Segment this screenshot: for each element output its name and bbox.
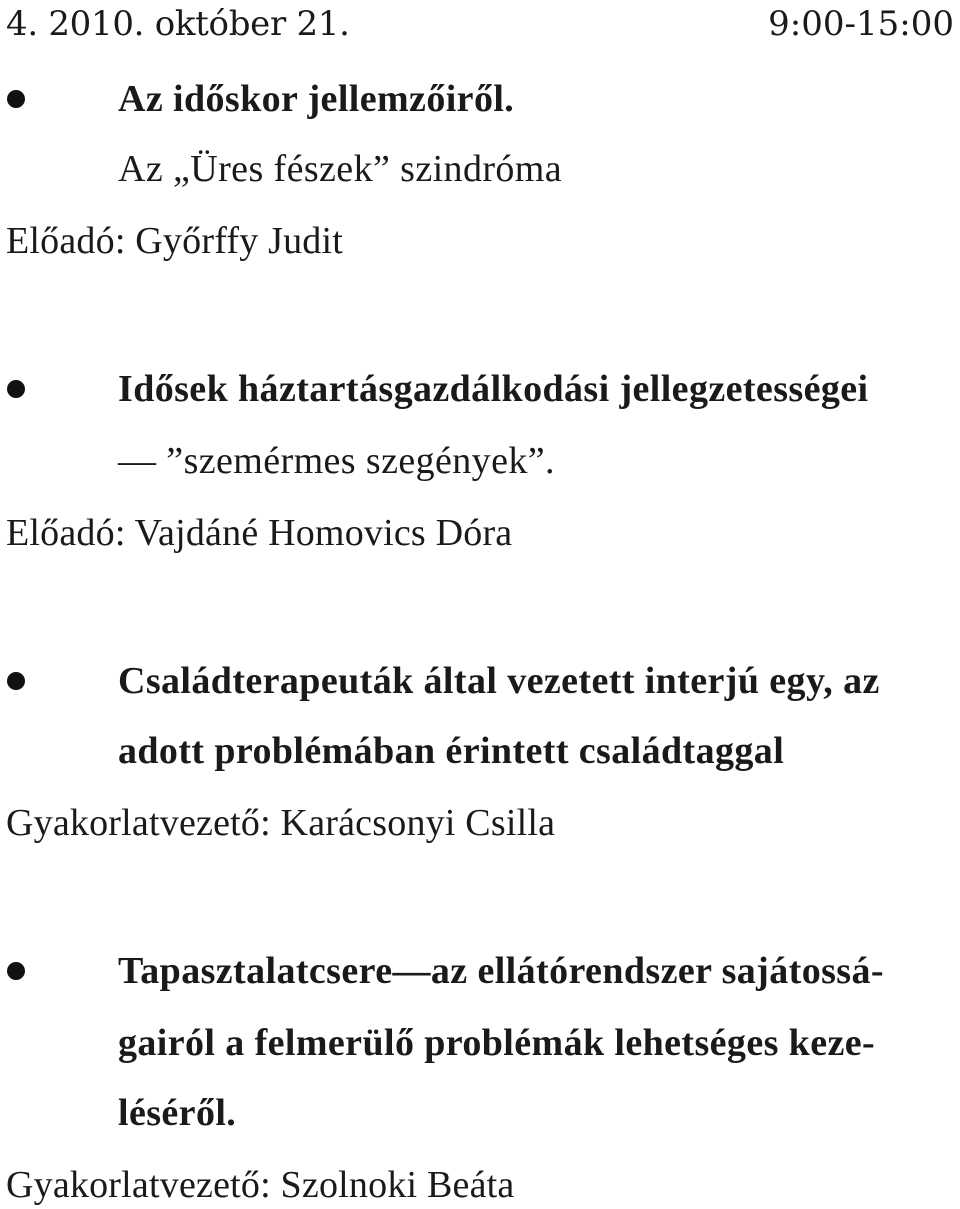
item-4-title-line-2: gairól a felmerülő problémák lehetséges keze- [118,1022,876,1064]
item-4-title-line-3: léséről. [118,1092,237,1134]
item-3-presenter: Gyakorlatvezető: Karácsonyi Csilla [6,802,556,844]
session-date: 4. 2010. október 21. [6,4,350,44]
bullet-icon [7,90,25,108]
session-header [6,2,954,46]
item-2-title-line-2: — ”szemérmes szegények”. [118,440,555,482]
bullet-icon [7,672,25,690]
item-3-title-line-2: adott problémában érintett családtaggal [118,730,785,772]
item-4-presenter: Gyakorlatvezető: Szolnoki Beáta [6,1164,515,1206]
item-1-title-line-2: Az „Üres fészek” szindróma [118,148,563,190]
bullet-icon [7,380,25,398]
bullet-icon [7,962,25,980]
item-3-title-line-1: Családterapeuták által vezetett interjú egy, az [118,660,880,702]
session-time: 9:00-15:00 [768,4,954,44]
item-2-presenter: Előadó: Vajdáné Homovics Dóra [6,512,513,554]
item-1-title-line-1: Az időskor jellemzőiről. [118,78,515,120]
item-2-title-line-1: Idősek háztartásgazdálkodási jellegzetességei [118,368,869,410]
item-1-presenter: Előadó: Győrffy Judit [6,220,344,262]
item-4-title-line-1: Tapasztalatcsere—az ellátórendszer sajátossá- [118,950,884,992]
